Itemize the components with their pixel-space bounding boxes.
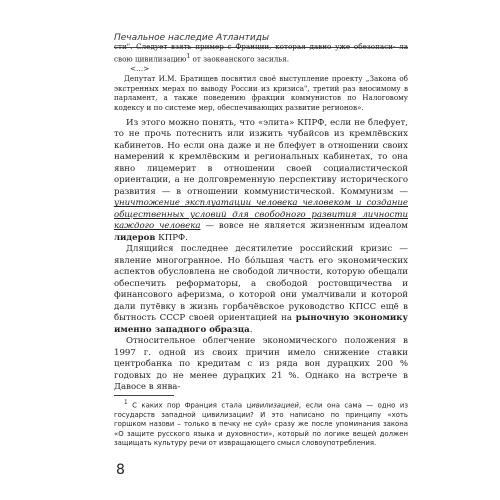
quote-text: ла свою цивилизацию	[114, 42, 408, 64]
footnote-1	[114, 399, 408, 448]
footnote-rule	[114, 395, 174, 396]
quote-text: от заокеанского засилья.	[190, 54, 290, 64]
footnote-ref: 1	[186, 52, 191, 60]
quote-paragraph-1	[114, 42, 408, 64]
paragraph-3: Относительное облегчение экономического положения в 1997 г. одной из своих причин имело снижение ставки центробанка по кредитам с из ряда вон дурацких 200 % годовых до не менее дурацких 21 %. Однако на встрече в Давосе в янва-	[114, 336, 408, 393]
quote-text: сти". Следует взять пример с Франции, которая давно уже обезопаси-	[114, 42, 396, 51]
footnotes	[114, 395, 408, 448]
page-number: 8	[116, 462, 125, 478]
bold-text: лидеров	[114, 232, 156, 243]
page-body	[114, 42, 408, 394]
footnote-mark: 1	[124, 400, 128, 406]
text-run: Из этого можно понять, что «элита» КПРФ, если не блефует, то не прочь потеснить или изжить чубайсов из кремлёвских кабинетов. Но если она даже и не блефует в отношении своих намерений к кремлёвским и региональных кабинетах, то она явно лицемерит в отношении своей социалистической ориентации, а не долговременную перспективу исторического развития — в отношении коммунистической. Коммунизм —	[114, 117, 408, 197]
emphasis-text: уничтожение эксплуатации человека человеком и создание общественных условий для свободного развития личности каждого человека	[114, 198, 408, 232]
text-run: , если она сама — одно из государств западной цивилизации? И это написано по принципу «хоть горшком назови – только в печку не суй» сразу же после упоминания закона «О защите русского языка и духовности», который по логике вещей должен защищать культуру речи от извращающего смысл словоупотребления.	[114, 401, 408, 447]
text-run: — вовсе не является жизненным идеалом	[200, 221, 408, 232]
text-run: КПРФ.	[155, 232, 188, 243]
running-title: Печальное наследие Атлантиды	[114, 33, 270, 43]
emphasis-text: цивилизацией	[246, 401, 299, 410]
paragraph-2	[114, 244, 408, 336]
text-run: С каких пор Франция стала	[127, 401, 247, 410]
text-run: Длящийся последнее десятилетие российский кризис — явление многогранное. Но бóльшая часть его экономических аспектов обусловлена не свободой личности, которую обещали обеспечить реформаторы, а свободой ростовщичества и финансового аферизма, о которой они умалчивали и которой дали путёвку в жизнь горбачёвское руководство КПСС ещё в бытность СССР своей ориентацией на	[114, 244, 408, 324]
text-run: .	[249, 324, 253, 335]
paragraph-1	[114, 118, 408, 245]
quote-paragraph-2: Депутат И.М. Братищев посвятил своё выступление проекту „Закона об экстренных мерах по выводу России из кризиса", третий раз вносимому в парламент, а также поведению фракции коммунистов по Налоговому кодексу и по системе мер, обеспечивающих развитие регионов».	[114, 73, 408, 113]
quote-ellipsis: <…>	[130, 63, 150, 73]
bold-text: рыночную экономику именно западного образца	[114, 313, 409, 335]
